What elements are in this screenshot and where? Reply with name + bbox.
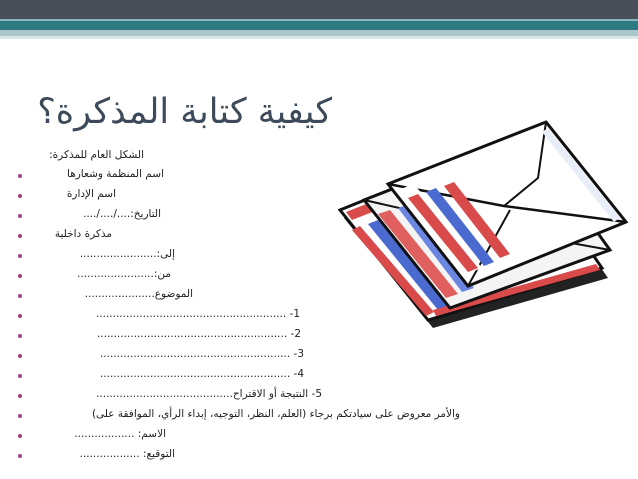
list-item-point-2: 2- ......................................................... bbox=[96, 328, 301, 340]
list-item-name: الاسم: .................. bbox=[74, 428, 166, 440]
list-item-point-4: 4- ......................................................... bbox=[99, 368, 304, 380]
header-band-dark bbox=[0, 0, 638, 19]
list-item-from: من:....................... bbox=[77, 268, 171, 280]
list-item-date: التاريخ:..../..../.... bbox=[83, 208, 161, 220]
intro-text: الشكل العام للمذكرة: bbox=[49, 149, 144, 161]
header-band-teal bbox=[0, 19, 638, 30]
list-item-closing-request: والأمر معروض على سيادتكم برجاء (العلم، النظر، التوجيه، إبداء الرأي، الموافقة على) bbox=[91, 408, 460, 420]
list-item-org-name: اسم المنظمة وشعارها bbox=[67, 168, 164, 180]
list-item-point-3: 3- ......................................................... bbox=[99, 348, 304, 360]
list-item-internal-memo: مذكرة داخلية bbox=[54, 228, 112, 240]
list-item-to: إلى:....................... bbox=[79, 248, 175, 260]
slide-title: كيفية كتابة المذكرة؟ bbox=[37, 92, 332, 132]
envelopes-clipart-icon bbox=[338, 118, 634, 328]
list-item-department: اسم الإدارة bbox=[66, 188, 116, 200]
list-item-point-1: 1- ......................................................... bbox=[95, 308, 300, 320]
header-band-faint bbox=[0, 36, 638, 39]
list-item-signature: التوقيع: .................. bbox=[79, 448, 175, 460]
list-item-result: 5- النتيجة أو الاقتراح......................................... bbox=[96, 388, 322, 400]
list-item-subject: الموضوع..................... bbox=[84, 288, 193, 300]
